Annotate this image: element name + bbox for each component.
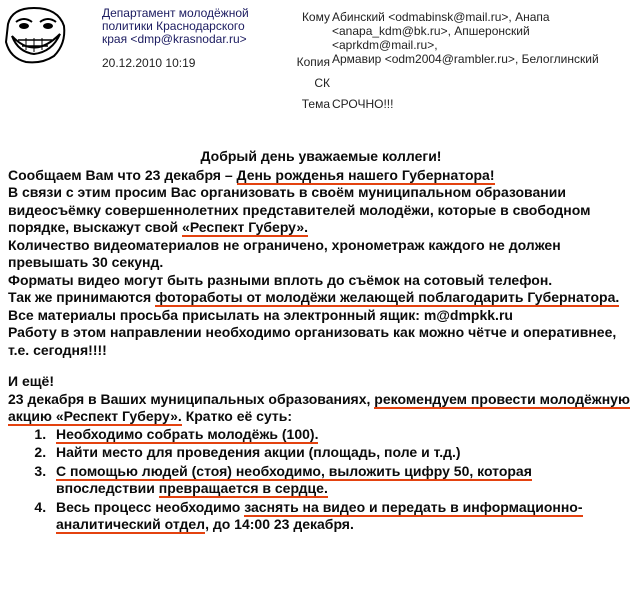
p1-text: Сообщаем Вам что 23 декабря – [8, 166, 237, 183]
greeting: Добрый день уважаемые коллеги! [200, 148, 442, 164]
paragraph-3: Количество видеоматериалов не ограничено, хронометраж каждого не должен превышать 30 секунд. [8, 236, 561, 270]
subject-value: СРОЧНО!!! [332, 97, 394, 111]
p9-text: 23 декабря в Ваших муниципальных образованиях, [8, 390, 375, 407]
copy-label: Копия [296, 55, 330, 69]
li4-text: Весь процесс необходимо [56, 498, 245, 515]
sent-date: 20.12.2010 10:19 [102, 56, 196, 70]
trollface-avatar [2, 4, 68, 66]
p1-underlined: День рожденья нашего Губернатора! [236, 166, 495, 183]
paragraph-1 [8, 167, 634, 185]
email-link[interactable]: m@dmpkk.ru [423, 306, 513, 323]
list-item [50, 426, 634, 444]
paragraph-2 [8, 184, 634, 237]
sender-org-line-3: края <dmp@krasnodar.ru> [102, 32, 247, 46]
p5-text: Так же принимаются [8, 289, 156, 305]
action-list [8, 426, 634, 534]
sender-org-line-1: Департамент молодёжной [102, 6, 249, 20]
li4-tail: , до 14:00 23 декабря. [205, 516, 354, 532]
li3-underlined: С помощью людей (стоя) необходимо, выложить цифру 50, которая [56, 462, 532, 479]
paragraph-7: Работу в этом направлении необходимо организовать как можно чётче и оперативнее, т.е. сегодня!!!! [8, 324, 617, 358]
recipient-line-2: <anapa_kdm@bk.ru>, Апшеронский <aprkdm@mail.ru>, [332, 24, 530, 52]
sender-org-line-2: политики Краснодарского [102, 19, 245, 33]
p9-underlined: рекомендуем провести молодёжную акцию «Респект Губеру». [8, 390, 630, 424]
li4-underlined: заснять на видео и передать в информационно-аналитический отдел [56, 498, 583, 532]
li3-text: впоследствии [56, 480, 159, 496]
p2-text: В связи с этим просим Вас организовать в своём муниципальном образовании видеосъёмку совершеннолетних представителей молодёжи, которые в свободном порядке, выскажут свой [8, 184, 591, 235]
recipient-line-1: Абинский <odmabinsk@mail.ru>, Анапа [332, 10, 550, 24]
sk-label: СК [314, 76, 330, 90]
letter-body [8, 148, 634, 535]
paragraph-5 [8, 289, 634, 307]
p2-underlined: «Респект Губеру». [182, 219, 308, 235]
list-item [50, 463, 634, 498]
recipients [332, 10, 637, 66]
paragraph-4: Форматы видео могут быть разными вплоть до съёмок на сотовый телефон. [8, 271, 553, 288]
recipient-line-3: Армавир <odm2004@rambler.ru>, Белоглинский [332, 52, 599, 66]
paragraph-6 [8, 307, 634, 325]
paragraph-9 [8, 391, 634, 426]
subject-label: Тема [301, 97, 330, 111]
list-item [50, 499, 634, 534]
paragraph-8: И ещё! [8, 373, 54, 389]
to-label: Кому [301, 10, 330, 24]
li2-text: Найти место для проведения акции (площадь, поле и т.д.) [56, 444, 461, 460]
list-item [50, 444, 634, 462]
li3-underlined-2: превращается в сердце. [158, 480, 328, 496]
p6-text: Все материалы просьба присылать на электронный ящик: [8, 306, 424, 323]
li1-underlined: Необходимо собрать молодёжь (100). [56, 425, 319, 442]
p9-tail: Кратко её суть: [181, 408, 293, 424]
sender-block [102, 7, 272, 46]
p5-underlined: фотоработы от молодёжи желающей поблагодарить Губернатора. [155, 289, 620, 305]
